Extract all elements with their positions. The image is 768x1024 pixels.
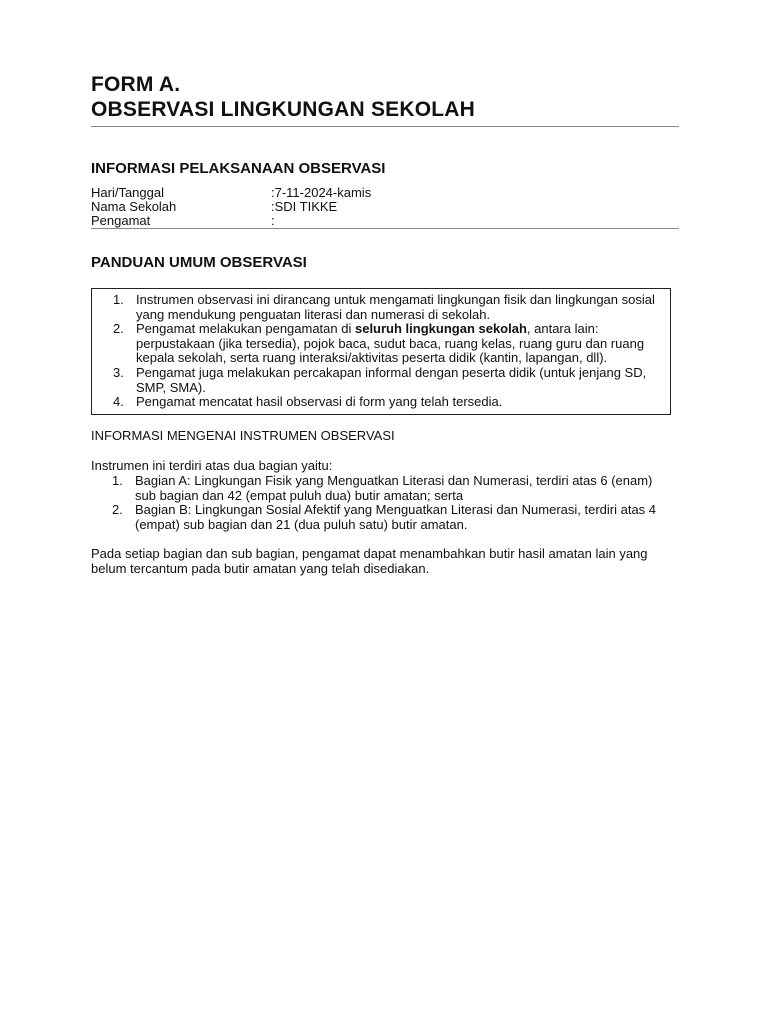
guide-item: [92, 366, 670, 395]
form-title: [91, 72, 679, 122]
info-label-observer: Pengamat: [91, 213, 151, 228]
instrument-item-text: Bagian A: Lingkungan Fisik yang Menguatkan Literasi dan Numerasi, terdiri atas 6 (enam) sub bagian dan 42 (empat puluh dua) butir amatan; serta: [135, 472, 653, 503]
instrument-item: [91, 503, 679, 532]
info-label-school: Nama Sekolah: [91, 199, 177, 214]
info-row-school: [91, 200, 679, 214]
info-table: [91, 186, 679, 228]
instrument-item-number: 2.: [112, 502, 123, 518]
instrument-item: [91, 474, 679, 503]
instrument-item-number: 1.: [112, 472, 123, 488]
document-page: [91, 72, 679, 577]
info-value-observer: :: [271, 213, 275, 228]
guide-item: [92, 395, 670, 410]
instrument-section-heading: INFORMASI MENGENAI INSTRUMEN OBSERVASI: [91, 427, 395, 443]
title-divider: [91, 126, 679, 127]
info-value-date: :7-11-2024-kamis: [271, 185, 372, 200]
info-label-date: Hari/Tanggal: [91, 185, 164, 200]
guide-item-number: 2.: [113, 321, 124, 337]
info-row-date: [91, 186, 679, 200]
info-value-school: :SDI TIKKE: [271, 199, 338, 214]
guide-item: [92, 293, 670, 322]
instrument-closing-paragraph: Pada setiap bagian dan sub bagian, pengamat dapat menambahkan butir hasil amatan lain yang belum tercantum pada butir amatan yang telah disediakan.: [91, 546, 648, 576]
info-section-heading: INFORMASI PELAKSANAAN OBSERVASI: [91, 160, 386, 177]
guide-box: [91, 288, 671, 415]
instrument-intro: Instrumen ini terdiri atas dua bagian yaitu:: [91, 458, 333, 474]
guide-item-text: Instrumen observasi ini dirancang untuk mengamati lingkungan fisik dan lingkungan sosial yang mendukung penguatan literasi dan numerasi di sekolah.: [136, 292, 655, 322]
guide-section-heading: PANDUAN UMUM OBSERVASI: [91, 254, 307, 271]
guide-list: [92, 293, 670, 410]
guide-item-number: 4.: [113, 394, 124, 410]
guide-item-text-after: , antara lain: perpustakaan (jika tersedia), pojok baca, sudut baca, ruang kelas, ruang guru dan ruang kepala sekolah, serta ruang interaksi/aktivitas peserta didik (kantin, lapangan, dll).: [136, 321, 645, 366]
info-row-observer: [91, 214, 679, 228]
guide-item-text: Pengamat juga melakukan percakapan informal dengan peserta didik (untuk jenjang SD, SMP, SMA).: [136, 364, 647, 395]
guide-item: [92, 322, 670, 366]
instrument-item-text: Bagian B: Lingkungan Sosial Afektif yang Menguatkan Literasi dan Numerasi, terdiri atas 4 (empat) sub bagian dan 21 (dua puluh satu) butir amatan.: [135, 502, 657, 532]
guide-item-text-bold: seluruh lingkungan sekolah: [354, 321, 527, 337]
form-title-line1: FORM A.: [91, 73, 181, 96]
form-title-line2: OBSERVASI LINGKUNGAN SEKOLAH: [91, 98, 476, 121]
guide-item-number: 1.: [113, 292, 124, 307]
guide-item-text-before: Pengamat melakukan pengamatan di: [136, 321, 355, 337]
instrument-list: [91, 474, 679, 532]
guide-item-text: Pengamat mencatat hasil observasi di form yang telah tersedia.: [136, 394, 503, 410]
info-divider: [91, 228, 679, 229]
guide-item-number: 3.: [113, 364, 124, 380]
